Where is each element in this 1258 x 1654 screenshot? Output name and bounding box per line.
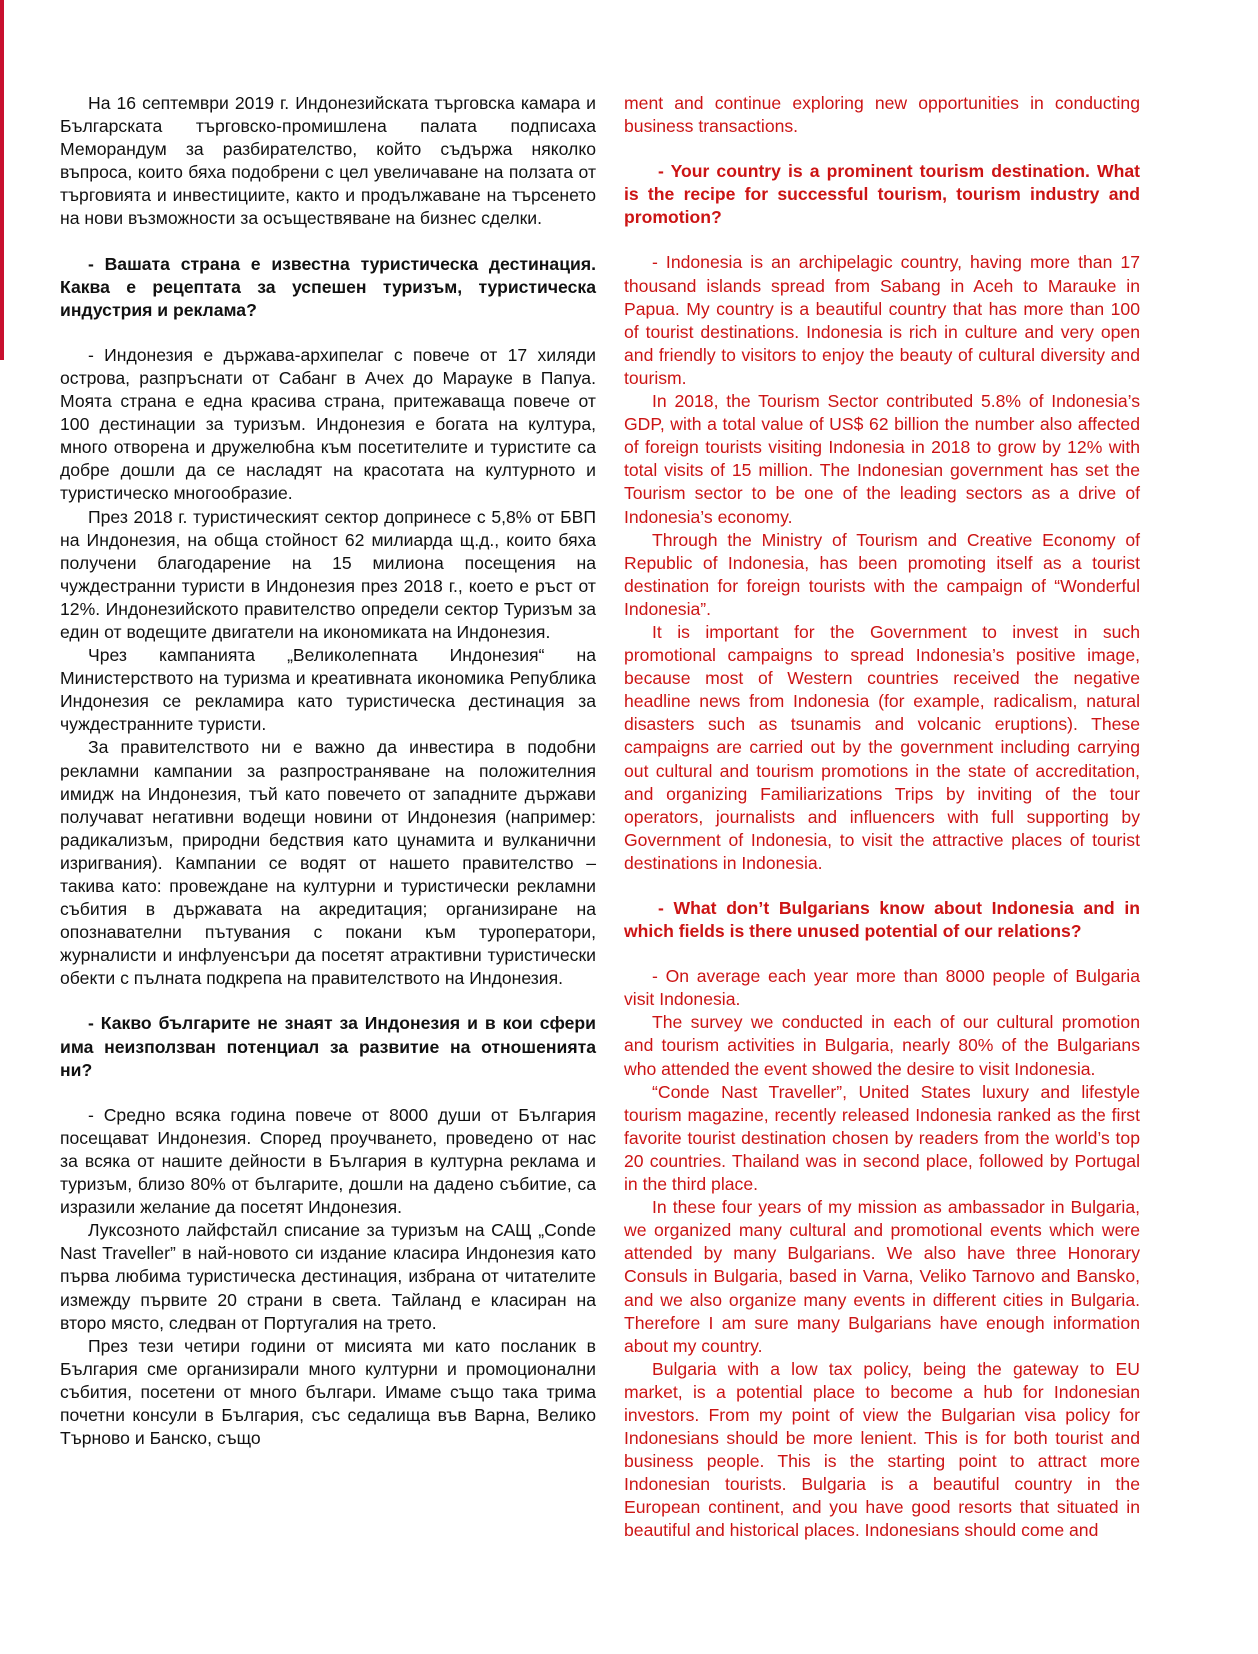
answer-paragraph: През 2018 г. туристическият сектор допринесе с 5,8% от БВП на Индонезия, на обща стойност 62 милиарда щ.д., които бяха получени благодарение на 15 милиона посещения на чуждестранни туристи в Индонезия през 2018 г., което е ръст от 12%. Индонезийското правителство определи сектор Туризъм за един от водещите двигатели на икономиката на Индонезия. (60, 506, 596, 642)
answer-paragraph: Bulgaria with a low tax policy, being the gateway to EU market, is a potential place to become a hub for Indonesian investors. From my point of view the Bulgarian visa policy for Indonesians should be more lenient. This is for both tourist and business people. This is the starting point to attract more Indonesian tourists. Bulgaria is a beautiful country in the European continent, and you have good resorts that situated in beautiful and historical places. Indonesians should come and (624, 1358, 1140, 1541)
answer-paragraph: - Средно всяка година повече от 8000 души от България посещават Индонезия. Според проучването, проведено от нас за всяка от нашите дейности в България в културна реклама и туризъм, близо 80% от българите, дошли на дадено събитие, са изразили желание да посетят Индонезия. (60, 1104, 596, 1218)
answer-paragraph: - On average each year more than 8000 people of Bulgaria visit Indonesia. (624, 966, 1140, 1010)
article-column-bulgarian (60, 92, 596, 1450)
question-heading-tourism: - Your country is a prominent tourism destination. What is the recipe for successful tourism, tourism industry and promotion? (624, 161, 1140, 228)
answer-paragraph: “Conde Nast Traveller”, United States luxury and lifestyle tourism magazine, recently released Indonesia ranked as the first favorite tourist destination chosen by readers from the world’s top 20 countries. Thailand was in second place, followed by Portugal in the third place. (624, 1081, 1140, 1195)
answer-paragraph: Луксозното лайфстайл списание за туризъм на САЩ „Conde Nast Traveller” в най-новото си издание класира Индонезия като първа любима туристическа дестинация, избрана от читателите измежду първите 20 страни в света. Тайланд е класиран на второ място, следван от Португалия на трето. (60, 1220, 596, 1333)
answer-paragraph: In 2018, the Tourism Sector contributed 5.8% of Indonesia’s GDP, with a total value of US$ 62 billion the number also affected of foreign tourists visiting Indonesia in 2018 to grow by 12% with total visits of 15 million. The Indonesian government has set the Tourism sector to be one of the leading sectors as a drive of Indonesia’s economy. (624, 391, 1140, 527)
answer-paragraph: - Индонезия е държава-архипелаг с повече от 17 хиляди острова, разпръснати от Сабанг в Ачех до Марауке в Папуа. Моята страна е една красива страна, притежаваща повече от 100 дестинации за туризъм. Индонезия е богата на култура, много отворена и дружелюбна към посетителите и туристите са добре дошли да се насладят на красотата на културното и туристическо многообразие. (60, 344, 596, 504)
question-heading-relations: - Какво българите не знаят за Индонезия и в кои сфери има неизползван потенциал за развитие на отношенията ни? (60, 1013, 596, 1080)
answer-paragraph: Through the Ministry of Tourism and Creative Economy of Republic of Indonesia, has been promoting itself as a tourist destination for foreign tourists with the campaign of “Wonderful Indonesia”. (624, 529, 1140, 619)
answer-paragraph: The survey we conducted in each of our cultural promotion and tourism activities in Bulgaria, nearly 80% of the Bulgarians who attended the event showed the desire to visit Indonesia. (624, 1012, 1140, 1079)
article-column-english (624, 92, 1140, 1543)
intro-paragraph: На 16 септември 2019 г. Индонезийската търговска камара и Българската търговско-промишлена палата подписаха Меморандум за разбирателство, който съдържа няколко въпроса, които бяха подобрени с цел увеличаване на ползата от търговията и инвестициите, както и продължаване на търсенето на нови възможности за осъществяване на бизнес сделки. (60, 93, 596, 229)
question-heading-relations: - What don’t Bulgarians know about Indonesia and in which fields is there unused potential of our relations? (624, 898, 1140, 942)
page-edge-accent-bar (0, 0, 4, 360)
answer-paragraph: In these four years of my mission as ambassador in Bulgaria, we organized many cultural and promotional events which were attended by many Bulgarians. We also have three Honorary Consuls in Bulgaria, based in Varna, Veliko Tarnovo and Bansko, and we also organize many events in different cities in Bulgaria. Therefore I am sure many Bulgarians have enough information about my country. (624, 1197, 1140, 1356)
answer-paragraph: За правителството ни е важно да инвестира в подобни рекламни кампании за разпространяване на положителния имидж на Индонезия, тъй като повечето от западните държави получават негативни водещи новини от Индонезия (например: радикализъм, природни бедствия като цунамита и вулканични изригвания). Кампании се водят от нашето правителство – такива като: провеждане на културни и туристически рекламни събития в държавата на акредитация; организиране на опознавателни пътувания с покани към туроператори, журналисти и инфлуенсъри да посетят атрактивни туристически обекти с пълната подкрепа на правителството на Индонезия. (60, 737, 596, 989)
answer-paragraph: - Indonesia is an archipelagic country, having more than 17 thousand islands spread from Sabang in Aceh to Marauke in Papua. My country is a beautiful country that has more than 100 of tourist destinations. Indonesia is rich in culture and very open and friendly to visitors to enjoy the beauty of cultural diversity and tourism. (624, 252, 1140, 388)
question-heading-tourism: - Вашата страна е известна туристическа дестинация. Каква е рецептата за успешен туризъм, туристическа индустрия и реклама? (60, 253, 596, 320)
answer-paragraph: През тези четири години от мисията ми като посланик в България сме организирали много културни и промоционални събития, посетени от много българи. Имаме също така трима почетни консули в България, със седалища във Варна, Велико Търново и Банско, също (60, 1335, 596, 1449)
answer-paragraph: Чрез кампанията „Великолепната Индонезия“ на Министерството на туризма и креативната икономика Република Индонезия се рекламира като туристическа дестинация за чуждестранните туристи. (60, 645, 596, 735)
continued-paragraph: ment and continue exploring new opportunities in conducting business transactions. (624, 93, 1140, 137)
answer-paragraph: It is important for the Government to invest in such promotional campaigns to spread Indonesia’s positive image, because most of Western countries received the negative headline news from Indonesia (for example, radicalism, natural disasters such as tsunamis and volcanic eruptions). These campaigns are carried out by the government including carrying out cultural and tourism promotions in the state of accreditation, and organizing Familiarizations Trips by inviting of the tour operators, journalists and influencers with full supporting by Government of Indonesia, to visit the attractive places of tourist destinations in Indonesia. (624, 621, 1140, 873)
